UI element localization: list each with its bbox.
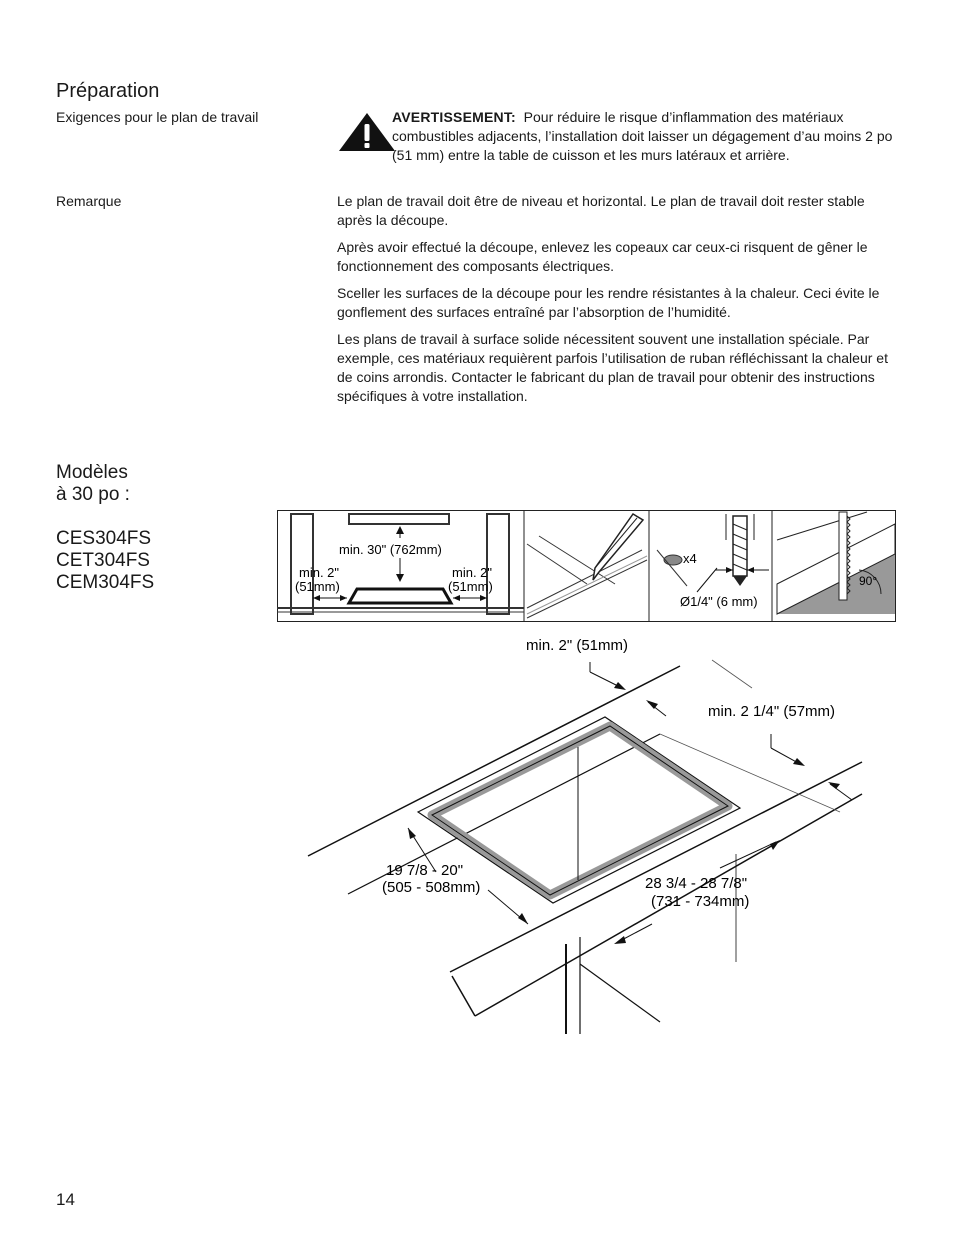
note-paragraph: Sceller les surfaces de la découpe pour les rendre résistantes à la chaleur. Ceci évite le gonflement des surfaces entraîné par l’absorption de l’humidité. [337,285,880,320]
model-number: CES304FS [56,528,152,549]
installation-steps-strip [277,510,897,622]
models-heading-line1: Modèles [56,462,128,483]
note-paragraph: Le plan de travail doit être de niveau et horizontal. Le plan de travail doit rester stable après la découpe. [337,193,865,228]
section-subtitle: Exigences pour le plan de travail [56,109,259,125]
note-paragraphs [337,192,903,414]
top-clearance-label: min. 30" (762mm) [339,542,442,557]
back-clearance-label: min. 2" (51mm) [526,637,629,654]
width-inches-label: 28 3/4 - 28 7/8" [645,875,748,892]
warning-block [392,108,902,165]
note-paragraph: Les plans de travail à surface solide nécessitent souvent une installation spéciale. Par exemple, ces matériaux requièrent parfois l’utilisation de ruban réfléchissant la chaleur et de coins arrondis. Contacter le fabricant du plan de travail pour obtenir des instructions spécifiques à votre installation. [337,331,888,404]
hole-count-label: x4 [683,551,697,566]
right-clearance-in: min. 2" [452,565,493,580]
warning-text: Pour réduire le risque d’inflammation des matériaux combustibles adjacents, l’installation doit laisser un dégagement d’au moins 2 po (51 mm) entre la table de cuisson et les murs latéraux et arrière. [392,109,893,163]
page-number: 14 [56,1190,75,1209]
model-number: CEM304FS [56,572,155,593]
warning-label: AVERTISSEMENT: [392,109,516,125]
width-mm-label: (731 - 734mm) [651,893,750,910]
page-title: Préparation [56,80,160,102]
models-block [56,462,154,594]
angle-label: 90° [859,574,878,588]
note-label: Remarque [56,193,122,209]
model-number: CET304FS [56,550,150,571]
models-heading-line2: à 30 po : [56,484,130,505]
left-clearance-mm: (51mm) [295,579,340,594]
note-paragraph: Après avoir effectué la découpe, enlevez les copeaux car ceux-ci risquent de gêner le fonctionnement des composants électriques. [337,239,868,274]
depth-inches-label: 19 7/8 - 20" [386,862,464,879]
left-clearance-in: min. 2" [299,565,340,580]
drill-size-label: Ø1/4" (6 mm) [680,594,758,609]
right-clearance-mm: (51mm) [448,579,493,594]
side-clearance-label: min. 2 1/4" (57mm) [708,703,836,720]
cutout-diagram [300,632,880,1042]
depth-mm-label: (505 - 508mm) [382,879,481,896]
warning-triangle-icon [337,111,397,153]
